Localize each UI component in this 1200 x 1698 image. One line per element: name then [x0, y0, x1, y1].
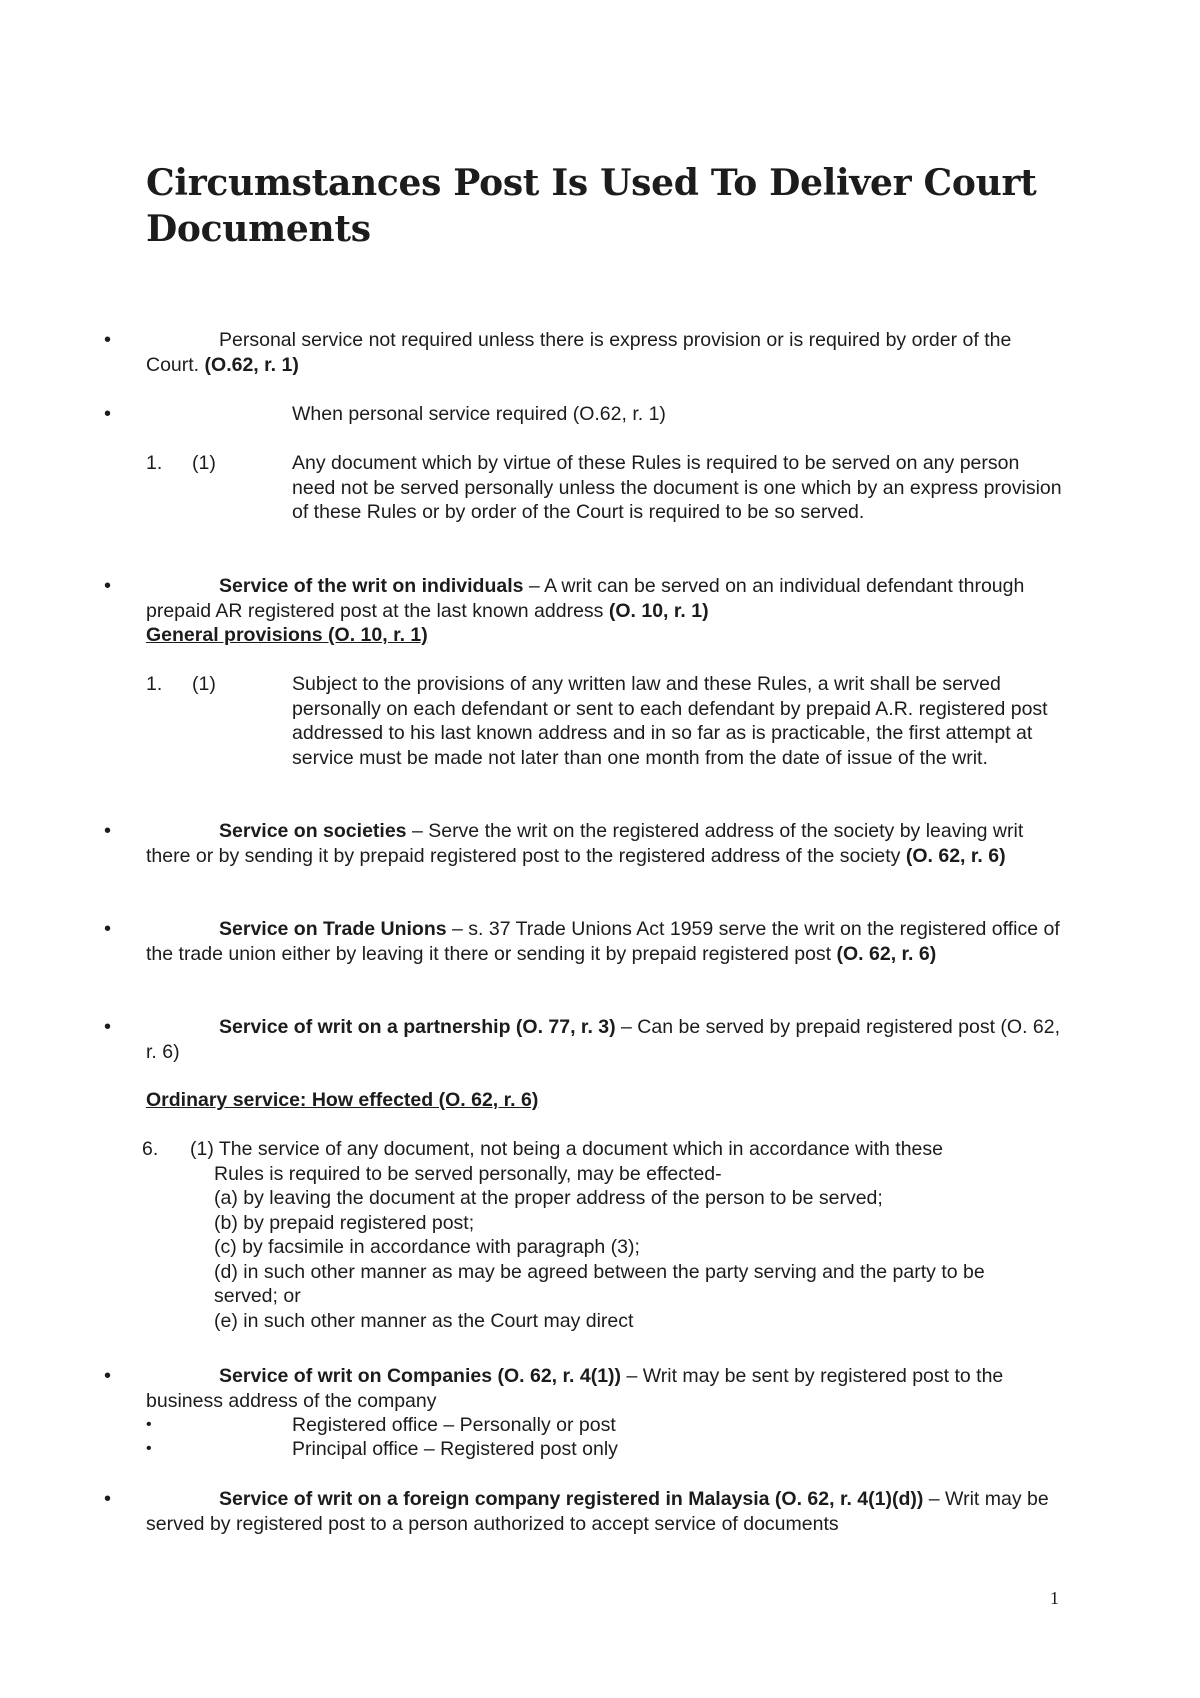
item-reference: (O. 62, r. 6)	[836, 942, 937, 965]
rule-lead: (1) The service of any document, not being a document which in accordance with these	[190, 1138, 943, 1160]
sub-item-principal-office: Principal office – Registered post only	[292, 1438, 618, 1460]
item-text: – A writ can be served on an individual defendant through prepaid AR registered post at the last known address	[146, 575, 1025, 622]
bullet-icon: •	[104, 575, 112, 597]
heading-text: Ordinary service: How effected (O. 62, r. 6)	[146, 1089, 539, 1111]
list-item-partnership	[146, 1015, 1064, 1064]
item-text: When personal service required (O.62, r. 1)	[292, 403, 666, 425]
bullet-icon: •	[104, 329, 112, 351]
rule-paragraph-e: (e) in such other manner as the Court may direct	[214, 1309, 634, 1332]
rule-lead-continued: Rules is required to be served personally, may be effected-	[214, 1162, 722, 1185]
item-heading: Service of writ on a foreign company registered in Malaysia (O. 62, r. 4(1)(d))	[219, 1488, 924, 1510]
bullet-icon: •	[104, 1016, 112, 1038]
list-item-companies	[146, 1364, 1064, 1413]
bullet-icon: •	[104, 1365, 112, 1387]
sub-item-registered-office: Registered office – Personally or post	[292, 1414, 616, 1436]
item-heading: Service of writ on a partnership (O. 77, r. 3)	[219, 1016, 616, 1038]
rule-number: 6.	[142, 1138, 159, 1160]
list-item-personal-service	[146, 328, 1064, 377]
rule-text: Any document which by virtue of these Rules is required to be served on any person need not be served personally unless the document is one which by an express provision of these Rules or by order of the Court is required to be so served.	[292, 452, 1062, 523]
list-item-foreign-company	[146, 1487, 1064, 1536]
item-heading: Service of the writ on individuals	[219, 575, 524, 597]
bullet-icon: •	[104, 1488, 112, 1510]
bullet-icon: •	[104, 820, 112, 842]
item-reference: (O.62, r. 1)	[204, 353, 299, 376]
section-heading-general-provisions: General provisions (O. 10, r. 1)	[146, 624, 428, 646]
sub-bullet-icon: •	[146, 1416, 152, 1433]
item-text: – Writ may be served by registered post to a person authorized to accept service of documents	[146, 1488, 1049, 1535]
sub-bullet-icon: •	[146, 1440, 152, 1457]
section-heading-ordinary-service	[146, 1088, 1064, 1113]
rule-paragraph-c: (c) by facsimile in accordance with paragraph (3);	[214, 1236, 640, 1258]
item-text: – s. 37 Trade Unions Act 1959 serve the writ on the registered office of the trade union either by leaving it there or sending it by prepaid registered post	[146, 918, 1060, 965]
item-reference: (O. 62, r. 6)	[905, 844, 1006, 867]
item-text: – Writ may be sent by registered post to the business address of the company	[146, 1365, 1004, 1412]
page-number: 1	[1050, 1588, 1059, 1608]
list-item-trade-unions	[146, 917, 1064, 966]
rule-paragraphs	[214, 1162, 1064, 1334]
rule-number: 1.	[146, 673, 163, 695]
rule-subnumber: (1)	[192, 673, 216, 695]
item-text: – Can be served by prepaid registered post (O. 62, r. 6)	[146, 1016, 1061, 1063]
rule-paragraph-b: (b) by prepaid registered post;	[214, 1211, 475, 1234]
rule-subnumber: (1)	[192, 452, 216, 474]
item-text: Personal service not required unless there is express provision or is required by order of the Court.	[146, 329, 1012, 376]
rule-number: 1.	[146, 452, 163, 474]
item-text: – Serve the writ on the registered address of the society by leaving writ there or by sending it by prepaid registered post to the registered address of the society	[146, 820, 1024, 867]
item-heading: Service on societies	[219, 820, 407, 842]
item-heading: Service on Trade Unions	[219, 918, 447, 940]
item-reference: (O. 10, r. 1)	[608, 599, 709, 622]
rule-paragraph-d: (d) in such other manner as may be agreed between the party serving and the party to be	[214, 1260, 985, 1283]
page-title: Circumstances Post Is Used To Deliver Court Documents	[146, 162, 1037, 250]
rule-paragraph-a: (a) by leaving the document at the proper address of the person to be served;	[214, 1187, 883, 1209]
rule-text: Subject to the provisions of any written law and these Rules, a writ shall be served personally on each defendant or sent to each defendant by prepaid A.R. registered post addressed to his last known address and in so far as is practicable, the first attempt at service must be made not later than one month from the date of issue of the writ.	[292, 673, 1048, 769]
list-item-when-required	[146, 402, 1064, 427]
item-heading: Service of writ on Companies (O. 62, r. 4(1))	[219, 1365, 622, 1387]
list-item-societies	[146, 819, 1064, 868]
bullet-icon: •	[104, 918, 112, 940]
bullet-icon: •	[104, 403, 112, 425]
rule-paragraph-d-continued: served; or	[214, 1285, 301, 1307]
list-item-writ-individuals	[146, 574, 1064, 648]
